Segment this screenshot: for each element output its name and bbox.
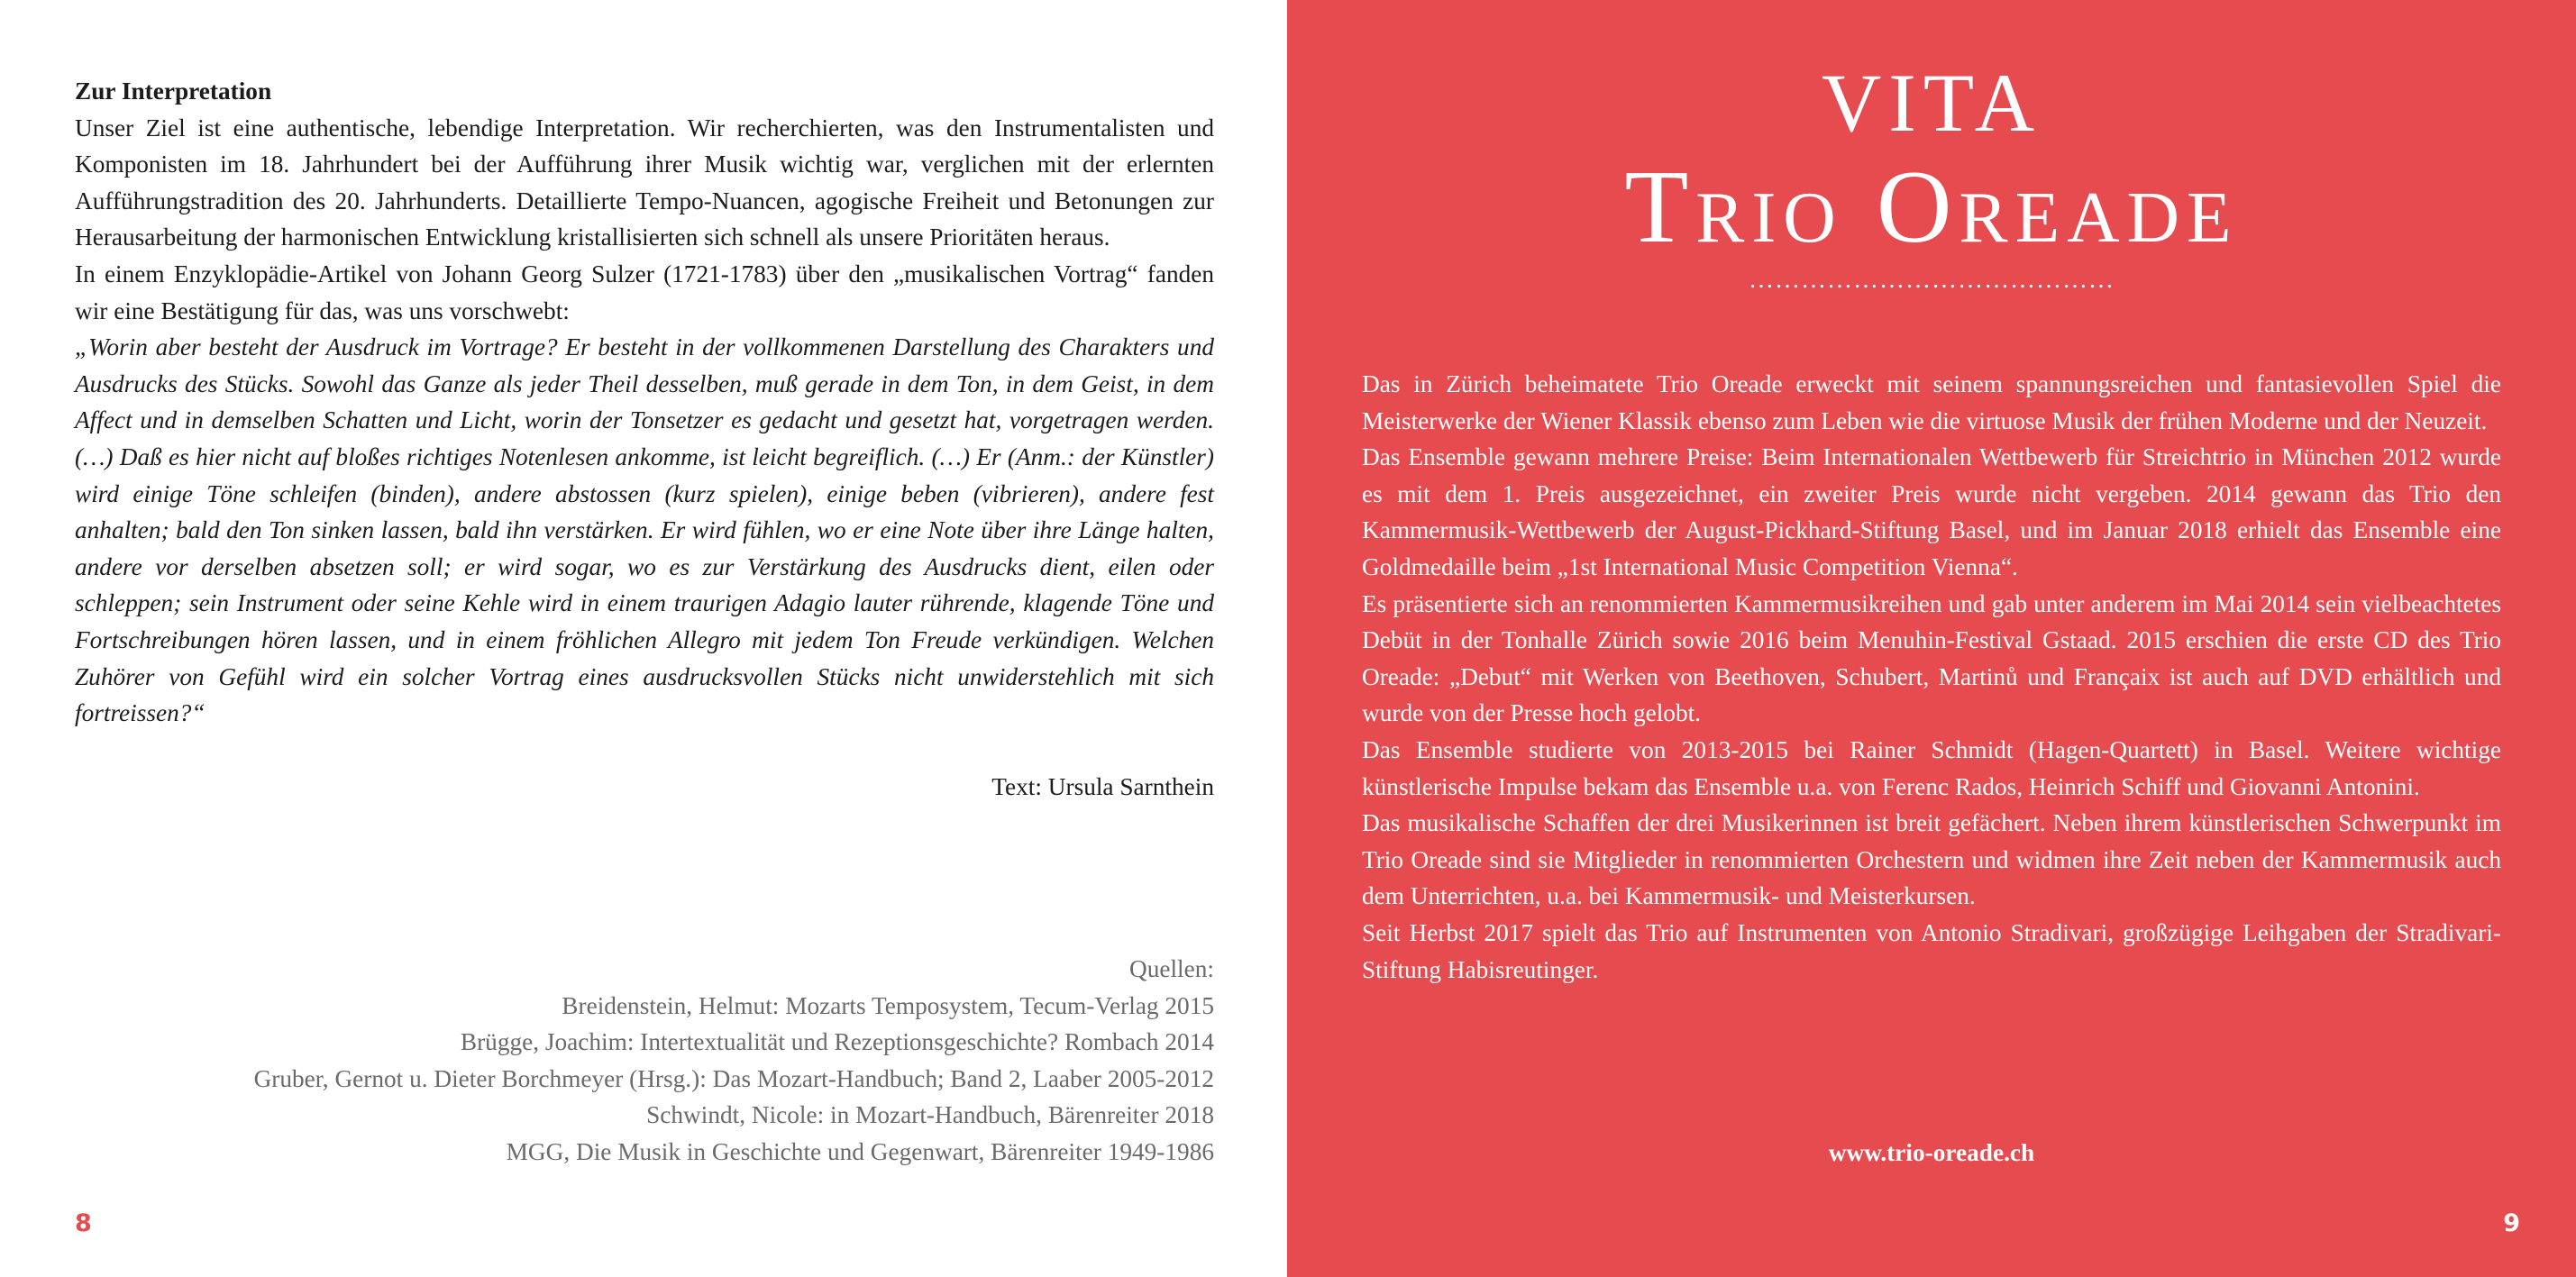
author-credit: Text: Ursula Sarnthein: [991, 772, 1214, 800]
source-item: Breidenstein, Helmut: Mozarts Temposystem, Tecum-Verlag 2015: [562, 991, 1214, 1019]
vita-title: VITA: [1821, 57, 2042, 149]
sulzer-quote: „Worin aber besteht der Ausdruck im Vortrage? Er besteht in der vollkommenen Darstellung des Charakters und Ausdrucks des Stücks. Sowohl das Ganze als jeder Theil desselben, muß gerade in dem Ton, in dem Geist, in dem Affect und in demselben Schatten und Licht, worin der Tonsetzer es gedacht und gesetzt hat, vorgetragen werden. (…) Daß es hier nicht auf bloßes richtiges Notenlesen ankomme, ist leicht begreiflich. (…) Er (Anm.: der Künstler) wird einige Töne schleifen (binden), andere abstossen (kurz spielen), einige beben (vibrieren), andere fest anhalten; bald den Ton sinken lassen, bald ihn verstärken. Er wird fühlen, wo er eine Note über ihre Länge halten, andere vor derselben absetzen soll; er wird sogar, wo es zur Verstärkung des Ausdrucks dient, eilen oder schleppen; sein Instrument oder seine Kehle wird in einem traurigen Adagio lauter rührende, klagende Töne und Fortschreibungen hören lassen, und in einem fröhlichen Allegro mit jedem Ton Freude verkündigen. Welchen Zuhörer von Gefühl wird ein solcher Vortrag eines ausdrucksvollen Stücks nicht unwiderstehlich mit sich fortreissen?“: [75, 333, 1214, 727]
paragraph: Das Ensemble gewann mehrere Preise: Beim Internationalen Wettbewerb für Streichtrio in München 2012 wurde es mit dem 1. Preis ausgezeichnet, ein zweiter Preis wurde nicht vergeben. 2014 gewann das Trio den Kammermusik-Wettbewerb der August-Pickhard-Stiftung Basel, und im Januar 2018 erhielt das Ensemble eine Goldmedaille beim „1st International Music Competition Vienna“.: [1362, 443, 2501, 580]
right-page: [1287, 0, 2576, 1277]
source-item: Schwindt, Nicole: in Mozart-Handbuch, Bärenreiter 2018: [646, 1101, 1214, 1129]
source-item: Gruber, Gernot u. Dieter Borchmeyer (Hrsg.): Das Mozart-Handbuch; Band 2, Laaber 2005-2012: [253, 1064, 1214, 1092]
left-page: [0, 0, 1287, 1277]
paragraph: In einem Enzyklopädie-Artikel von Johann Georg Sulzer (1721-1783) über den „musikalischen Vortrag“ fanden wir eine Bestätigung für das, was uns vorschwebt:: [75, 260, 1214, 324]
source-item: Brügge, Joachim: Intertextualität und Rezeptionsgeschichte? Rombach 2014: [460, 1028, 1214, 1056]
paragraph: Unser Ziel ist eine authentische, lebendige Interpretation. Wir recherchierten, was den Instrumentalisten und Komponisten im 18. Jahrhundert bei der Aufführung ihrer Musik wichtig war, verglichen mit der erlernten Aufführungstradition des 20. Jahrhunderts. Detaillierte Tempo-Nuancen, agogische Freiheit und Betonungen zur Herausarbeitung der harmonischen Entwicklung kristallisierten sich schnell als unsere Prioritäten heraus.: [75, 114, 1214, 251]
sources-label: Quellen:: [1129, 955, 1214, 982]
paragraph: Das musikalische Schaffen der drei Musikerinnen ist breit gefächert. Neben ihrem künstlerischen Schwerpunkt im Trio Oreade sind sie Mitglieder in renommierten Orchestern und widmen ihre Zeit neben der Kammermusik auch dem Unterrichten, u.a. bei Kammermusik- und Meisterkursen.: [1362, 809, 2501, 910]
section-heading: Zur Interpretation: [75, 78, 272, 105]
ensemble-title: Trio Oreade: [1624, 150, 2239, 265]
biography-section: [1362, 366, 2501, 988]
paragraph: Seit Herbst 2017 spielt das Trio auf Instrumenten von Antonio Stradivari, großzügige Leihgaben der Stradivari-Stiftung Habisreutinger.: [1362, 918, 2501, 983]
interpretation-section: [75, 73, 1214, 805]
paragraph: Es präsentierte sich an renommierten Kammermusikreihen und gab unter anderem im Mai 2014 sein vielbeachtetes Debüt in der Tonhalle Zürich sowie 2016 beim Menuhin-Festival Gstaad. 2015 erschien die erste CD des Trio Oreade: „Debut“ mit Werken von Beethoven, Schubert, Martinů und Françaix ist auch auf DVD erhältlich und wurde von der Presse hoch gelobt.: [1362, 589, 2501, 727]
dotted-divider: ……………………………………: [1749, 266, 2115, 294]
website-url: www.trio-oreade.ch: [1828, 1139, 2035, 1166]
paragraph: Das in Zürich beheimatete Trio Oreade erweckt mit seinem spannungsreichen und fantasievollen Spiel die Meisterwerke der Wiener Klassik ebenso zum Leben wie die virtuose Musik der frühen Moderne und der Neuzeit.: [1362, 370, 2501, 434]
page-number-right: 9: [2503, 1209, 2520, 1237]
sources-list: [75, 951, 1214, 1171]
paragraph: Das Ensemble studierte von 2013-2015 bei Rainer Schmidt (Hagen-Quartett) in Basel. Weitere wichtige künstlerische Impulse bekam das Ensemble u.a. von Ferenc Rados, Heinrich Schiff und Giovanni Antonini.: [1362, 735, 2501, 800]
source-item: MGG, Die Musik in Geschichte und Gegenwart, Bärenreiter 1949-1986: [506, 1137, 1214, 1165]
page-number-left: 8: [75, 1209, 92, 1237]
